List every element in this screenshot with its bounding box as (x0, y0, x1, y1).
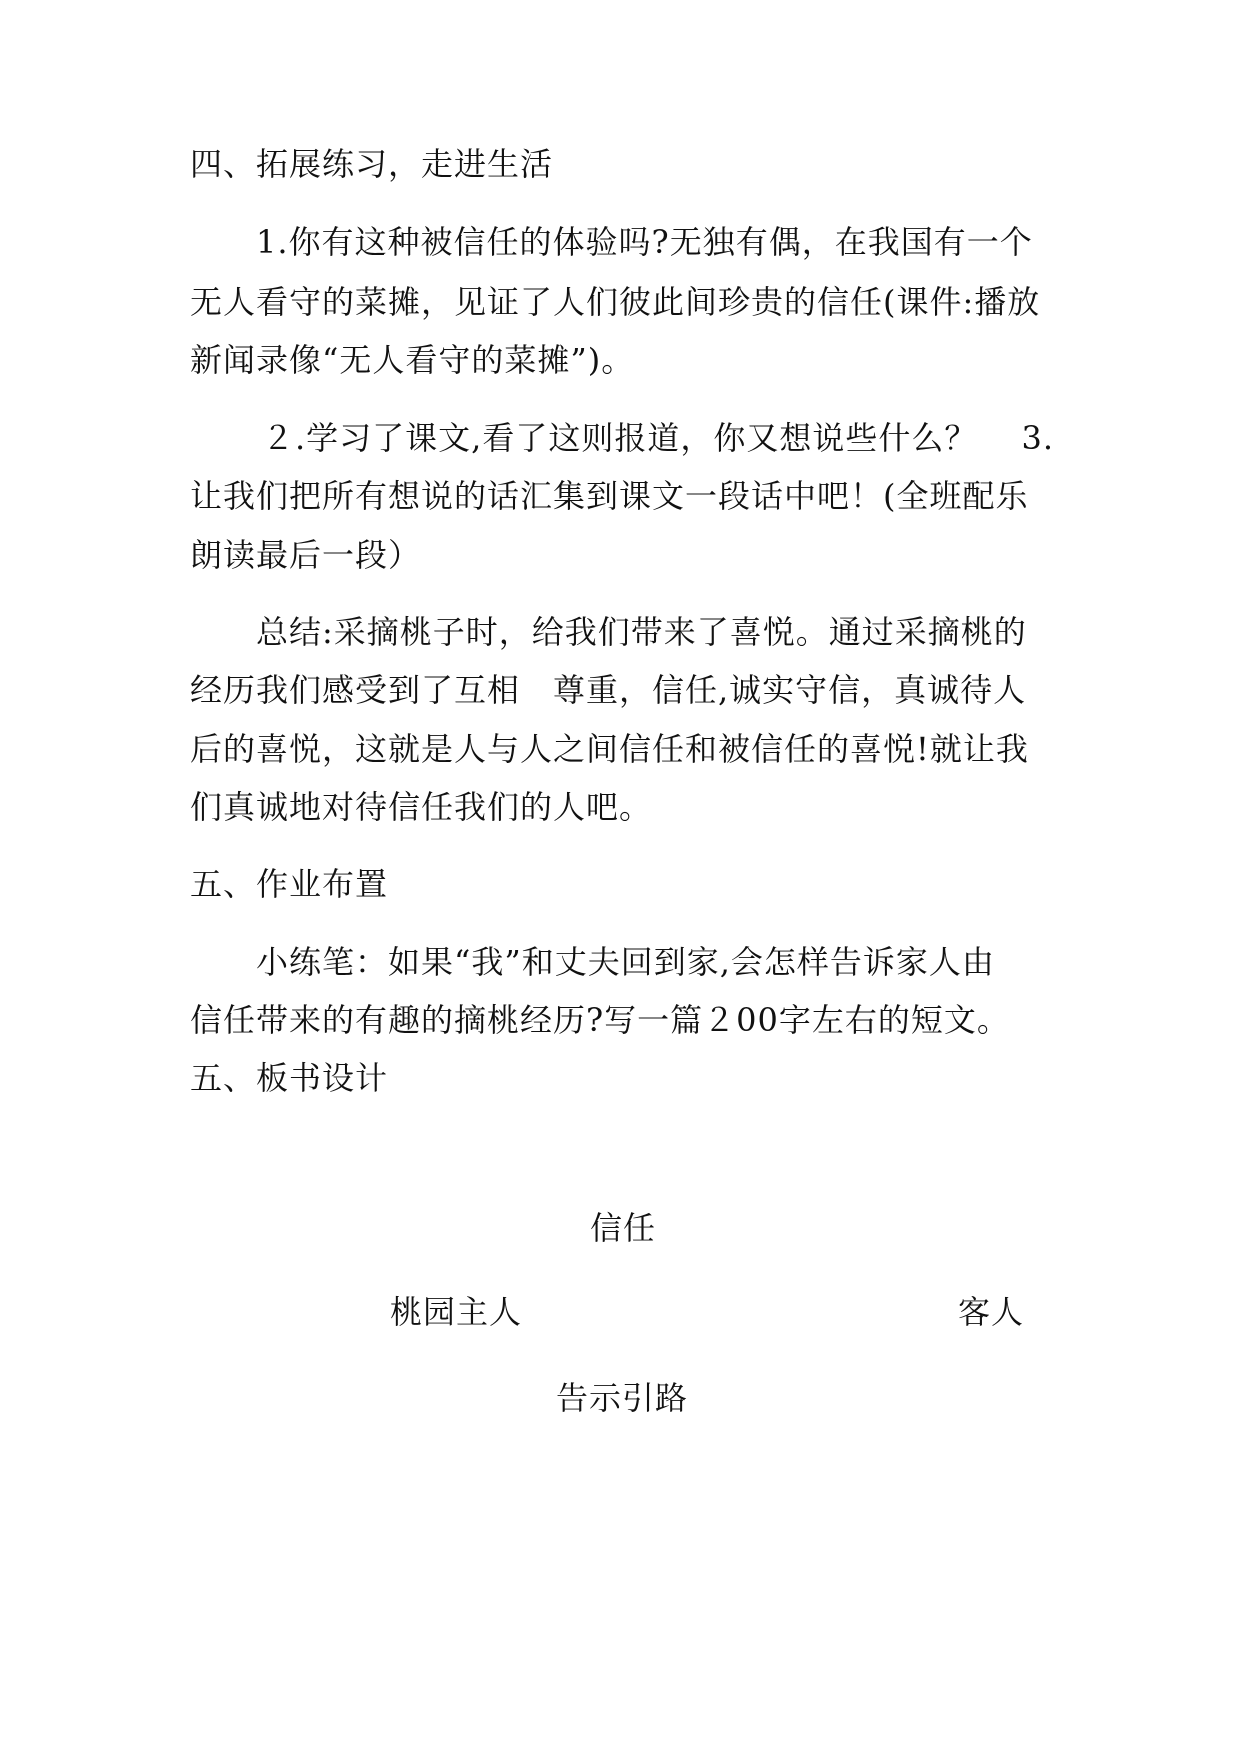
summary-line-2: 经历我们感受到了互相 尊重，信任,诚实守信，真诚待人 (190, 671, 1027, 709)
summary-line-1: 总结:采摘桃子时，给我们带来了喜悦。通过采摘桃的 (256, 613, 1027, 651)
section-4-heading: 四、拓展练习，走进生活 (190, 145, 554, 183)
item-1-line-3: 新闻录像“无人看守的菜摊”)。 (190, 341, 635, 379)
item-2-line-1: ２.学习了课文,看了这则报道，你又想说些什么？ 3. (262, 419, 1055, 457)
summary-line-3: 后的喜悦，这就是人与人之间信任和被信任的喜悦!就让我 (190, 730, 1029, 768)
item-1-line-1: 1.你有这种被信任的体验吗?无独有偶，在我国有一个 (256, 223, 1033, 261)
item-1-line-2: 无人看守的菜摊，见证了人们彼此间珍贵的信任(课件:播放 (190, 283, 1041, 321)
section-5-board-heading: 五、板书设计 (190, 1059, 389, 1097)
section-5-homework-heading: 五、作业布置 (190, 865, 389, 903)
homework-line-2: 信任带来的有趣的摘桃经历?写一篇２00字左右的短文。 (190, 1001, 1010, 1039)
item-2-line-2: 让我们把所有想说的话汇集到课文一段话中吧！(全班配乐 (190, 477, 1029, 515)
item-2-line-3: 朗读最后一段） (190, 536, 422, 574)
board-center-word: 信任 (590, 1209, 657, 1247)
homework-line-1: 小练笔：如果“我”和丈夫回到家,会怎样告诉家人由 (256, 943, 995, 981)
board-bottom-word: 告示引路 (556, 1379, 689, 1417)
summary-line-4: 们真诚地对待信任我们的人吧。 (190, 788, 653, 826)
board-right-word: 客人 (958, 1293, 1025, 1331)
board-left-word: 桃园主人 (390, 1293, 523, 1331)
